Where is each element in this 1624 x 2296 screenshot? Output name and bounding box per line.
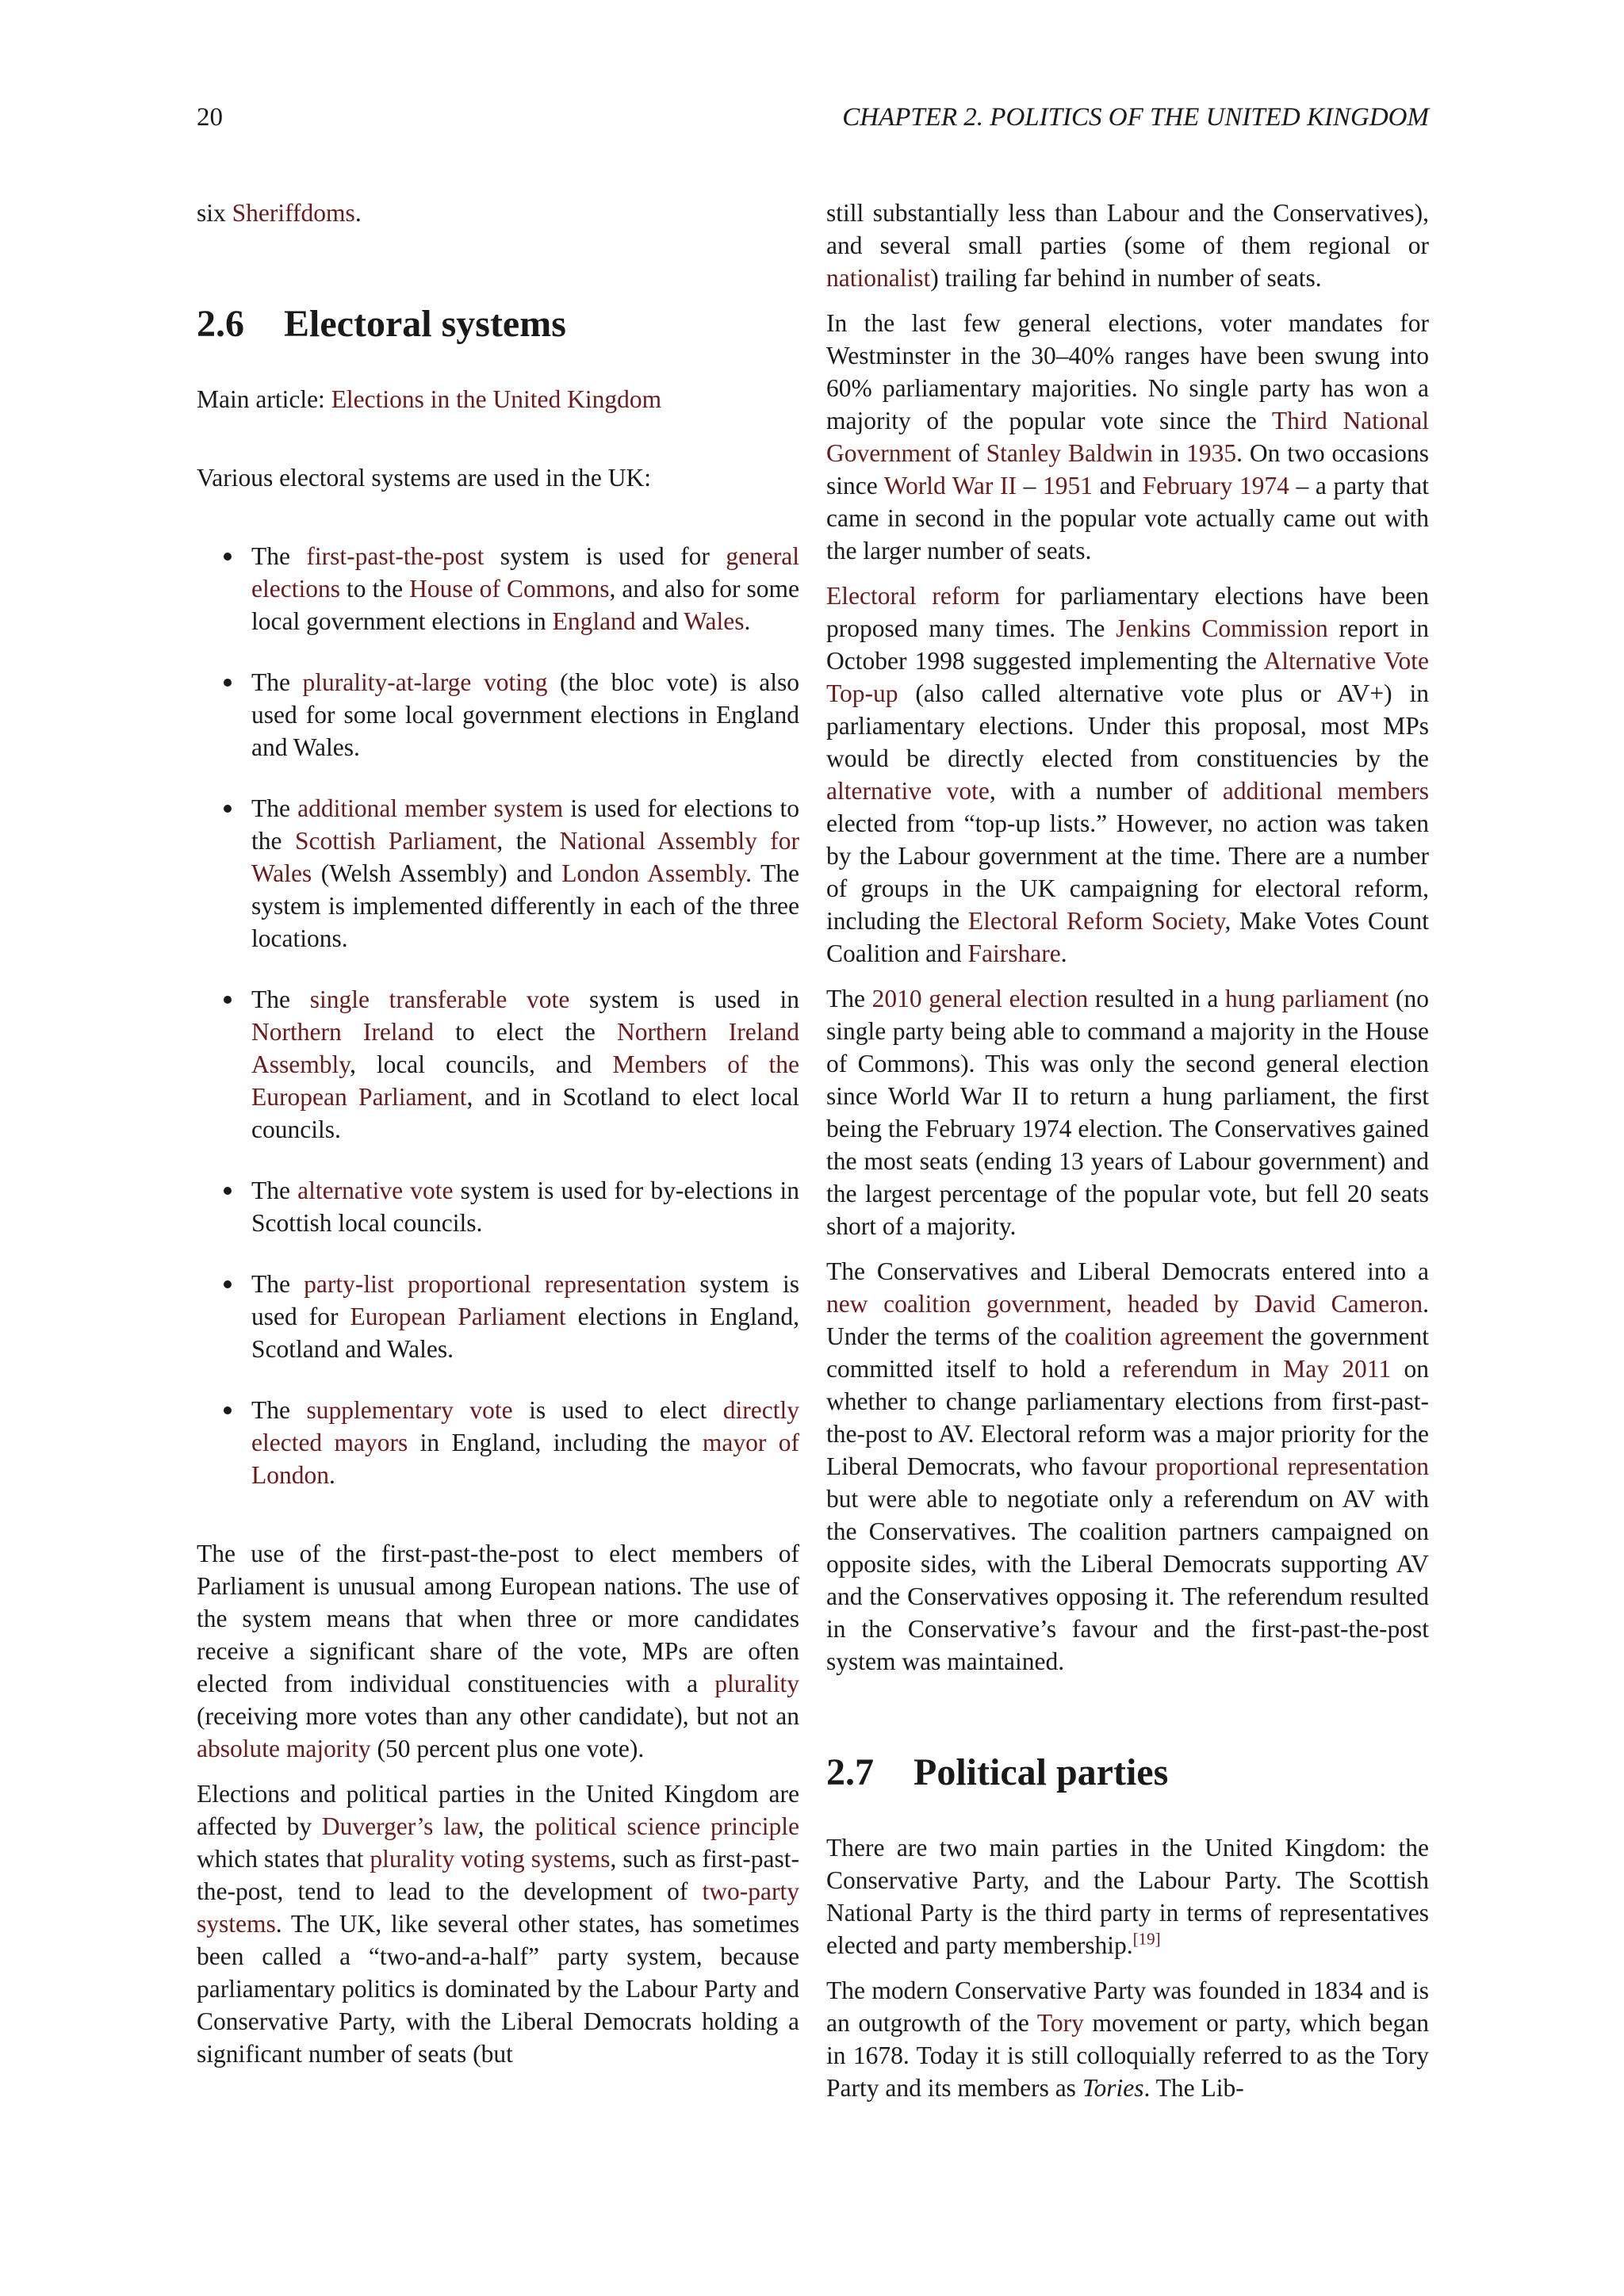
text: . bbox=[744, 607, 751, 635]
link-jenkins-commission[interactable]: Jenkins Commission bbox=[1116, 614, 1328, 642]
link-alternative-vote[interactable]: alternative vote bbox=[297, 1177, 454, 1204]
section-title: Electoral systems bbox=[284, 303, 566, 345]
section-number: 2.7 bbox=[826, 1751, 874, 1793]
text: The bbox=[251, 668, 303, 696]
text: six bbox=[197, 199, 232, 227]
link-1951[interactable]: 1951 bbox=[1042, 472, 1093, 499]
link-additional-members[interactable]: additional members bbox=[1222, 777, 1430, 805]
text: . The Lib- bbox=[1143, 2074, 1244, 2102]
emphasis-tories: Tories bbox=[1082, 2074, 1144, 2102]
text: (the bloc vote) is also used for some local government elections in England and Wales. bbox=[251, 668, 799, 761]
link-national-assembly-for-wales[interactable]: National Assembly for Wales bbox=[251, 827, 799, 887]
text: . bbox=[354, 199, 362, 227]
link-party-list-pr[interactable]: party-list proportional representation bbox=[304, 1270, 687, 1298]
link-sheriffdoms[interactable]: Sheriffdoms bbox=[232, 199, 355, 227]
text: The bbox=[251, 542, 307, 570]
text: in England, including the bbox=[408, 1429, 703, 1456]
bullet-icon bbox=[224, 1280, 232, 1288]
text: , the bbox=[477, 1812, 535, 1840]
main-article-note bbox=[197, 383, 799, 415]
text: The bbox=[251, 1396, 307, 1424]
text: – bbox=[1016, 472, 1043, 499]
bullet-icon bbox=[224, 805, 232, 813]
text: . bbox=[1060, 939, 1067, 967]
citation-19[interactable]: [19] bbox=[1132, 1929, 1161, 1949]
text: and bbox=[635, 607, 684, 635]
link-northern-ireland-assembly[interactable]: Northern Ireland Assembly bbox=[251, 1018, 799, 1078]
text: for parliamentary elections have been proposed many times. The bbox=[826, 582, 1429, 642]
text: in bbox=[1152, 439, 1187, 467]
paragraph-fptp bbox=[197, 1537, 799, 1765]
text: Elections and political parties in the United Kingdom are affected by bbox=[197, 1780, 799, 1840]
text: to elect the bbox=[434, 1018, 617, 1046]
link-plurality-at-large-voting[interactable]: plurality-at-large voting bbox=[302, 668, 548, 696]
link-house-of-commons[interactable]: House of Commons bbox=[409, 575, 610, 603]
text: is used for elections to the bbox=[251, 794, 799, 855]
text: . The UK, like several other states, has sometimes been called a “two-and-a-half” party system, because parliamentary politics is dominated by the Labour Party and Conservative Party, with the Liberal Democrats holding a significant number of seats (but bbox=[197, 1910, 799, 2068]
text: The bbox=[251, 985, 310, 1013]
link-absolute-majority[interactable]: absolute majority bbox=[197, 1735, 371, 1762]
paragraph-continued bbox=[826, 197, 1429, 294]
link-plurality[interactable]: plurality bbox=[714, 1670, 799, 1697]
link-general-elections[interactable]: general elections bbox=[251, 542, 799, 603]
text: system is used for by-elections in Scottish local councils. bbox=[251, 1177, 799, 1237]
text: – a party that came in second in the popular vote actually came out with the larger number of seats. bbox=[826, 472, 1429, 564]
text: , such as first-past-the-post, tend to lead to the development of bbox=[197, 1845, 799, 1905]
link-electoral-reform-society[interactable]: Electoral Reform Society bbox=[967, 907, 1225, 935]
list-item bbox=[197, 1394, 799, 1491]
electoral-systems-list bbox=[197, 540, 799, 1491]
paragraph-duverger bbox=[197, 1777, 799, 2070]
text: movement or party, which began in 1678. Today it is still colloquially referred to as the Tory Party and its members as bbox=[826, 2009, 1429, 2102]
bullet-icon bbox=[224, 1406, 232, 1414]
link-electoral-reform[interactable]: Electoral reform bbox=[826, 582, 1001, 610]
paragraph-tory bbox=[826, 1974, 1429, 2104]
various-systems-intro: Various electoral systems are used in the UK: bbox=[197, 464, 651, 492]
list-item bbox=[197, 1268, 799, 1365]
list-item bbox=[197, 792, 799, 955]
link-tory[interactable]: Tory bbox=[1036, 2009, 1084, 2037]
right-column bbox=[826, 197, 1429, 2117]
text: still substantially less than Labour and the Conservatives), and several small parties (some of them regional or bbox=[826, 199, 1429, 259]
link-nationalist[interactable]: nationalist bbox=[826, 264, 931, 292]
text: . Under the terms of the bbox=[826, 1290, 1429, 1350]
text: of bbox=[951, 439, 986, 467]
link-scottish-parliament[interactable]: Scottish Parliament bbox=[294, 827, 497, 855]
link-stanley-baldwin[interactable]: Stanley Baldwin bbox=[986, 439, 1153, 467]
paragraph-electoral-reform bbox=[826, 580, 1429, 970]
text: the government committed itself to hold a bbox=[826, 1322, 1429, 1383]
section-number: 2.6 bbox=[197, 303, 244, 345]
chapter-title: CHAPTER 2. POLITICS OF THE UNITED KINGDOM bbox=[842, 103, 1429, 132]
text: , local councils, and bbox=[349, 1050, 613, 1078]
text: (receiving more votes than any other candidate), but not an bbox=[197, 1702, 799, 1730]
text: The bbox=[251, 1270, 304, 1298]
text: In the last few general elections, voter mandates for Westminster in the 30–40% ranges have been swung into 60% parliamentary majorities. No single party has won a majority of the popular vote since the bbox=[826, 309, 1429, 434]
text: resulted in a bbox=[1088, 985, 1226, 1012]
text: (also called alternative vote plus or AV+) in parliamentary elections. Under this proposal, most MPs would be directly elected from constituencies by the bbox=[826, 679, 1429, 772]
page-number: 20 bbox=[197, 103, 223, 132]
section-heading-political-parties bbox=[826, 1751, 1429, 1795]
link-fairshare[interactable]: Fairshare bbox=[967, 939, 1061, 967]
link-world-war-ii[interactable]: World War II bbox=[883, 472, 1017, 499]
link-northern-ireland[interactable]: Northern Ireland bbox=[251, 1018, 435, 1046]
link-1935[interactable]: 1935 bbox=[1186, 439, 1237, 467]
link-duvergers-law[interactable]: Duverger’s law bbox=[321, 1812, 478, 1840]
text: ) trailing far behind in number of seats. bbox=[930, 264, 1322, 292]
text: (50 percent plus one vote). bbox=[370, 1735, 645, 1762]
text: elected from “top-up lists.” However, no action was taken by the Labour government at the time. There are a number of groups in the UK campaigning for electoral reform, including the bbox=[826, 809, 1429, 935]
link-directly-elected-mayors[interactable]: directly elected mayors bbox=[251, 1396, 799, 1456]
section-title: Political parties bbox=[914, 1751, 1169, 1793]
text: is used to elect bbox=[512, 1396, 723, 1424]
left-column bbox=[197, 197, 799, 2083]
text: , and in Scotland to elect local councils. bbox=[251, 1083, 799, 1143]
text: , and also for some local government elections in bbox=[251, 575, 799, 635]
link-alternative-vote[interactable]: alternative vote bbox=[826, 777, 990, 805]
link-political-science-principle[interactable]: political science principle bbox=[534, 1812, 799, 1840]
link-february-1974[interactable]: February 1974 bbox=[1142, 472, 1289, 499]
text: The Conservatives and Liberal Democrats entered into a bbox=[826, 1257, 1429, 1285]
text: Main article: bbox=[197, 385, 331, 413]
link-mayor-of-london[interactable]: mayor of London bbox=[251, 1429, 799, 1489]
bullet-icon bbox=[224, 996, 232, 1004]
link-first-past-the-post[interactable]: first-past-the-post bbox=[306, 542, 485, 570]
paragraph-main-parties bbox=[826, 1831, 1429, 1961]
link-two-party-systems[interactable]: two-party systems bbox=[197, 1877, 799, 1938]
link-alternative-vote-top-up[interactable]: Alternative Vote Top-up bbox=[826, 647, 1429, 707]
text: elections in England, Scotland and Wales. bbox=[251, 1303, 800, 1363]
text: and bbox=[1092, 472, 1143, 499]
link-hung-parliament[interactable]: hung parliament bbox=[1225, 985, 1389, 1012]
bullet-icon bbox=[224, 1187, 232, 1195]
text: . On two occasions since bbox=[826, 439, 1429, 499]
link-additional-member-system[interactable]: additional member system bbox=[297, 794, 564, 822]
text: , Make Votes Count Coalition and bbox=[826, 907, 1429, 967]
paragraph-coalition bbox=[826, 1255, 1429, 1678]
text: on whether to change parliamentary elections from first-past-the-post to AV. Electoral reform was a major priority for the Liberal Democrats, who favour bbox=[826, 1355, 1429, 1480]
link-2010-general-election[interactable]: 2010 general election bbox=[871, 985, 1089, 1012]
text: There are two main parties in the United Kingdom: the Conservative Party, and the Labour Party. The Scottish National Party is the third party in terms of representatives elected and party membership. bbox=[826, 1834, 1429, 1959]
link-european-parliament[interactable]: European Parliament bbox=[350, 1303, 566, 1330]
link-elections-in-the-uk[interactable]: Elections in the United Kingdom bbox=[331, 385, 662, 413]
text: , the bbox=[496, 827, 560, 855]
link-members-of-the-european-parliament[interactable]: Members of the European Parliament bbox=[251, 1050, 799, 1111]
text: The bbox=[251, 1177, 298, 1204]
link-london-assembly[interactable]: London Assembly bbox=[561, 859, 746, 887]
text: report in October 1998 suggested implementing the bbox=[826, 614, 1429, 675]
text: but were able to negotiate only a referendum on AV with the Conservatives. The coalition partners campaigned on opposite sides, with the Liberal Democrats supporting AV and the Conservatives opposing it. The referendum resulted in the Conservative’s favour and the first-past-the-post system was maintained. bbox=[826, 1485, 1429, 1675]
text: system is used in bbox=[569, 985, 799, 1013]
text: The bbox=[826, 985, 872, 1012]
link-referendum-may-2011[interactable]: referendum in May 2011 bbox=[1122, 1355, 1392, 1383]
text: system is used for bbox=[484, 542, 726, 570]
link-new-coalition-government[interactable]: new coalition government, headed by David Cameron bbox=[826, 1290, 1423, 1318]
bullet-icon bbox=[224, 553, 232, 561]
text: . bbox=[329, 1461, 335, 1489]
text: (Welsh Assembly) and bbox=[312, 859, 562, 887]
bullet-icon bbox=[224, 679, 232, 687]
link-third-national-government[interactable]: Third National Government bbox=[826, 407, 1429, 467]
text: , with a number of bbox=[989, 777, 1223, 805]
text: to the bbox=[339, 575, 410, 603]
list-item bbox=[197, 540, 799, 637]
list-item bbox=[197, 666, 799, 763]
intro-paragraph bbox=[197, 197, 799, 229]
list-item bbox=[197, 983, 799, 1146]
text: . The system is implemented differently in each of the three locations. bbox=[251, 859, 799, 952]
text: which states that bbox=[197, 1845, 370, 1873]
link-proportional-representation[interactable]: proportional representation bbox=[1155, 1452, 1429, 1480]
text: The bbox=[251, 794, 298, 822]
link-wales[interactable]: Wales bbox=[684, 607, 745, 635]
text: The use of the first-past-the-post to elect members of Parliament is unusual among European nations. The use of the system means that when three or more candidates receive a significant share of the vote, MPs are often elected from individual constituencies with a bbox=[197, 1540, 799, 1697]
list-item bbox=[197, 1174, 799, 1239]
link-england[interactable]: England bbox=[552, 607, 636, 635]
link-plurality-voting-systems[interactable]: plurality voting systems bbox=[370, 1845, 611, 1873]
text: The modern Conservative Party was founded in 1834 and is an outgrowth of the bbox=[826, 1976, 1429, 2037]
text: system is used for bbox=[251, 1270, 799, 1330]
paragraph-mandates bbox=[826, 307, 1429, 567]
section-heading-electoral-systems bbox=[197, 302, 799, 346]
text: (no single party being able to command a majority in the House of Commons). This was only the second general election since World War II to return a hung parliament, the first being the February 1974 election. The Conservatives gained the most seats (ending 13 years of Labour government) and the largest percentage of the popular vote, but fell 20 seats short of a majority. bbox=[826, 985, 1429, 1240]
link-supplementary-vote[interactable]: supplementary vote bbox=[306, 1396, 513, 1424]
paragraph-2010-election bbox=[826, 982, 1429, 1242]
link-single-transferable-vote[interactable]: single transferable vote bbox=[309, 985, 570, 1013]
link-coalition-agreement[interactable]: coalition agreement bbox=[1064, 1322, 1264, 1350]
